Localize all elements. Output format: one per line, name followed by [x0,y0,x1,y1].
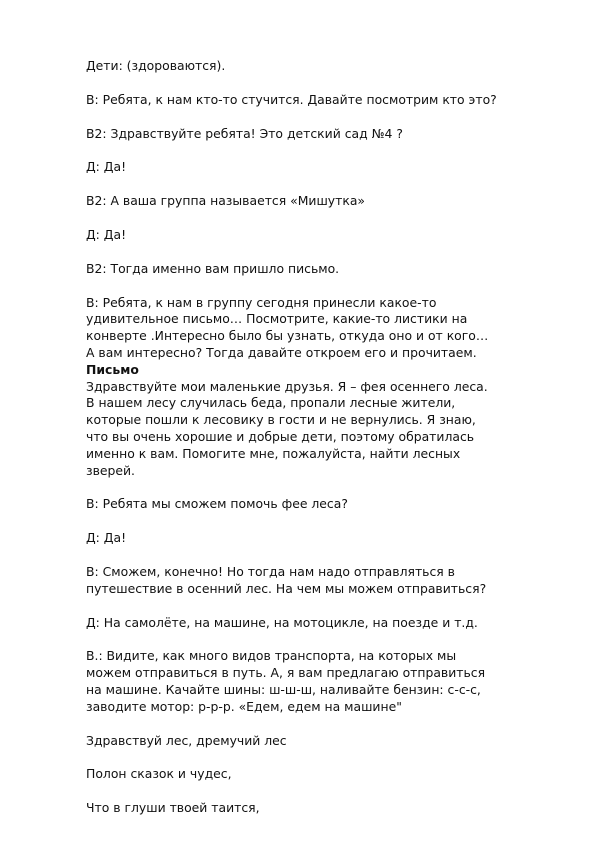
text-line: Здравствуй лес, дремучий лес [86,732,287,748]
paragraph [86,362,556,480]
text-line: можем отправиться в путь. А, я вам предлагаю отправиться [86,665,486,681]
text-line: В: Ребята, к нам кто-то стучится. Давайте посмотрим кто это? [86,91,497,107]
text-line: которые пошли к лесовику в гости и не вернулись. Я знаю, [86,412,476,428]
paragraph [86,800,556,817]
text-line: В: Сможем, конечно! Но тогда нам надо отправляться в [86,563,455,579]
paragraph [86,193,556,210]
paragraph [86,92,556,109]
text-line: В2: Здравствуйте ребята! Это детский сад №4 ? [86,125,403,141]
text-line: Дети: (здороваются). [86,58,226,73]
paragraph [86,261,556,278]
paragraph [86,615,556,632]
text-line: Д: Да! [86,530,127,546]
text-line: путешествие в осенний лес. На чем мы можем отправиться? [86,580,487,596]
text-line: удивительное письмо… Посмотрите, какие-то листики на [86,311,468,327]
document-body [86,58,556,834]
text-line: что вы очень хорошие и добрые дети, поэтому обратилась [86,428,475,444]
text-line: Д: Да! [86,226,127,242]
paragraph [86,295,556,362]
text-line: В2: Тогда именно вам пришло письмо. [86,260,340,276]
text-line: Здравствуйте мои маленькие друзья. Я – фея осеннего леса. [86,378,488,394]
paragraph [86,530,556,547]
text-line: конверте .Интересно было бы узнать, откуда оно и от кого… [86,328,489,344]
text-line: именно к вам. Помогите мне, пожалуйста, найти лесных [86,445,461,461]
paragraph [86,648,556,715]
text-line: В: Ребята, к нам в группу сегодня принесли какое-то [86,294,437,310]
text-line: В2: А ваша группа называется «Мишутка» [86,193,365,209]
text-line: на машине. Качайте шины: ш-ш-ш, наливайте бензин: с-с-с, [86,681,481,697]
paragraph [86,496,556,513]
text-line: Что в глуши твоей таится, [86,800,260,816]
paragraph [86,733,556,750]
paragraph [86,766,556,783]
letter-heading: Письмо [86,361,139,377]
paragraph [86,227,556,244]
text-line: А вам интересно? Тогда давайте откроем его и прочитаем. [86,344,477,360]
text-line: Д: На самолёте, на машине, на мотоцикле, на поезде и т.д. [86,614,478,630]
text-line: Полон сказок и чудес, [86,766,232,782]
text-line: В нашем лесу случилась беда, пропали лесные жители, [86,395,456,411]
paragraph [86,159,556,176]
text-line: В.: Видите, как много видов транспорта, на которых мы [86,648,457,664]
text-line: зверей. [86,462,135,478]
paragraph [86,564,556,598]
paragraph [86,126,556,143]
text-line: Д: Да! [86,159,127,175]
text-line: В: Ребята мы сможем помочь фее леса? [86,496,348,512]
text-line: заводите мотор: р-р-р. «Едем, едем на машине" [86,698,402,714]
paragraph [86,58,556,75]
